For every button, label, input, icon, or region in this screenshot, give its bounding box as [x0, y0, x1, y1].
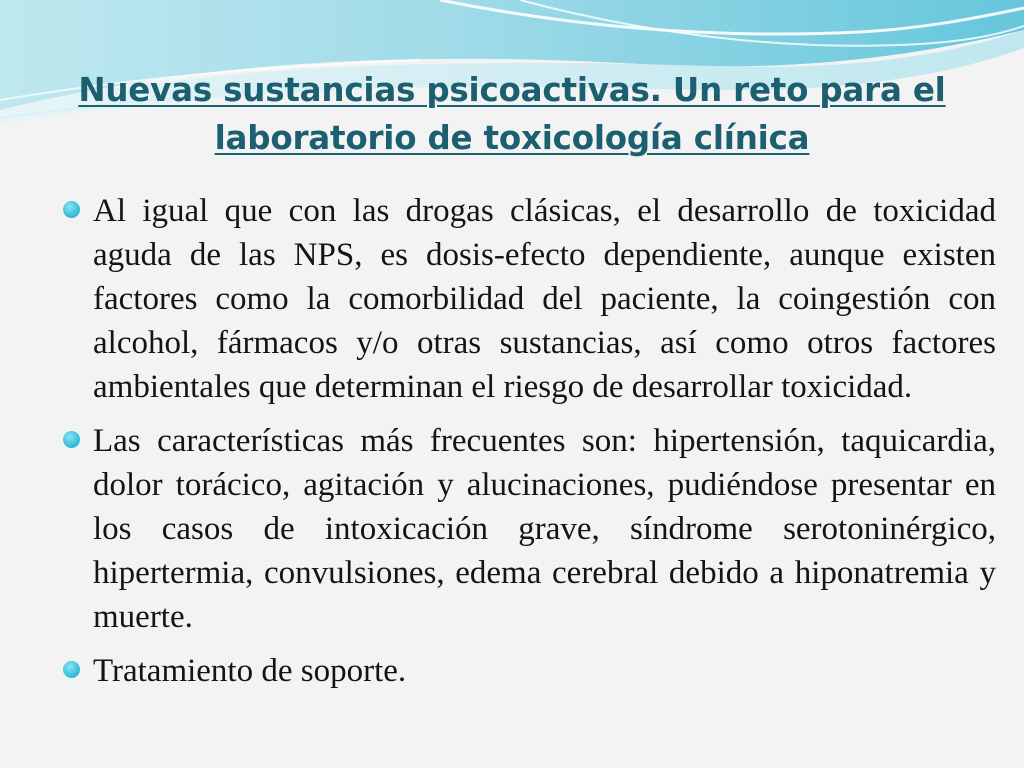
bullet-dot-icon	[63, 661, 80, 678]
bullet-text: Al igual que con las drogas clásicas, el desarrollo de toxicidad aguda de las NPS, es dosis-efecto dependiente, aunque existen factores como la comorbilidad del paciente, la coingestión con alcohol, fármacos y/o otras sustancias, así como otros factores ambientales que determinan el riesgo de desarrollar toxicidad.	[93, 193, 996, 405]
bullet-dot-icon	[63, 431, 80, 448]
bullet-item	[60, 649, 996, 693]
slide-title: Nuevas sustancias psicoactivas. Un reto para el laboratorio de toxicología clínica	[78, 71, 946, 157]
bullet-text: Las características más frecuentes son: hipertensión, taquicardia, dolor torácico, agitación y alucinaciones, pudiéndose presentar en los casos de intoxicación grave, síndrome serotoninérgico, hipertermia, convulsiones, edema cerebral debido a hiponatremia y muerte.	[93, 423, 996, 635]
bullet-text: Tratamiento de soporte.	[93, 653, 407, 689]
bullet-item	[60, 419, 996, 639]
bullet-list	[60, 189, 996, 703]
bullet-dot-icon	[63, 201, 80, 218]
bullet-item	[60, 189, 996, 409]
